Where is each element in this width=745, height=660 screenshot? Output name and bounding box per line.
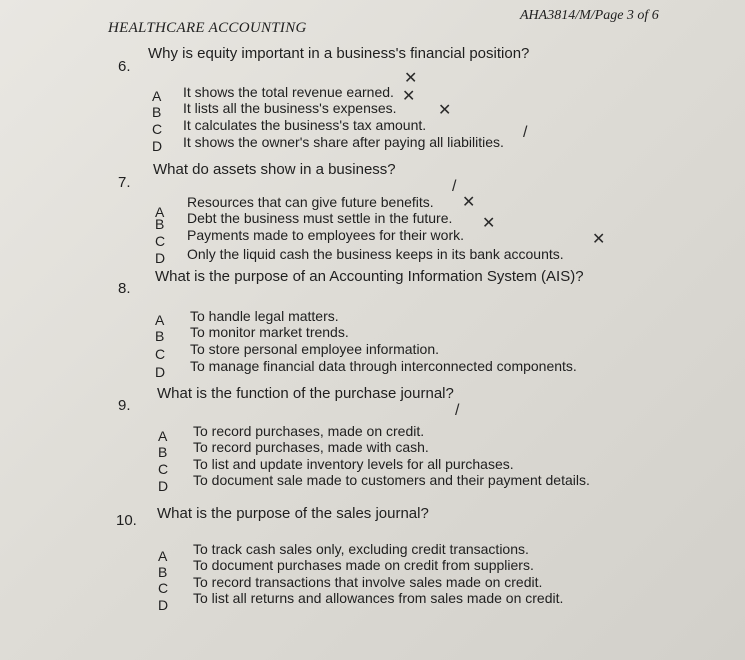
- option-letter: B: [155, 216, 165, 232]
- option-letter: A: [155, 312, 165, 328]
- option-letter: B: [155, 328, 165, 344]
- option-text: It shows the owner's share after paying all liabilities.: [183, 134, 504, 150]
- option-letter: C: [155, 346, 166, 362]
- question-number: 9.: [118, 397, 131, 414]
- option-letter: C: [158, 461, 169, 477]
- option-letter: B: [158, 564, 168, 580]
- course-title: HEALTHCARE ACCOUNTING: [108, 20, 307, 36]
- option-letter: C: [155, 233, 166, 249]
- question-text: What is the function of the purchase journal?: [157, 385, 454, 402]
- cross-mark: ✕: [402, 88, 416, 105]
- question-number: 6.: [118, 58, 131, 75]
- option-text: Only the liquid cash the business keeps in its bank accounts.: [187, 246, 564, 262]
- option-text: Resources that can give future benefits.: [187, 194, 434, 210]
- option-letter: B: [152, 104, 162, 120]
- option-letter: D: [158, 597, 169, 613]
- option-letter: A: [155, 204, 165, 220]
- option-text: To list and update inventory levels for all purchases.: [193, 456, 514, 472]
- option-text: It lists all the business's expenses.: [183, 100, 397, 116]
- question-number: 8.: [118, 280, 131, 297]
- cross-mark: ✕: [482, 215, 496, 232]
- cross-mark: ✕: [438, 102, 452, 119]
- option-text: To monitor market trends.: [190, 324, 349, 340]
- option-text: To track cash sales only, excluding credit transactions.: [193, 541, 529, 557]
- question-text: What is the purpose of an Accounting Information System (AIS)?: [155, 268, 584, 285]
- option-text: Payments made to employees for their work.: [187, 227, 465, 243]
- option-letter: C: [158, 580, 169, 596]
- option-letter: B: [158, 444, 168, 460]
- option-text: To store personal employee information.: [190, 341, 440, 357]
- question-text: Why is equity important in a business's financial position?: [148, 45, 530, 62]
- option-text: To list all returns and allowances from sales made on credit.: [193, 590, 564, 606]
- option-letter: C: [152, 121, 163, 137]
- option-text: To record purchases, made on credit.: [193, 423, 425, 439]
- page-reference: AHA3814/M/Page 3 of 6: [520, 8, 659, 23]
- question-text: What do assets show in a business?: [153, 161, 396, 178]
- cross-mark: ✕: [404, 70, 418, 87]
- option-text: To record transactions that involve sales made on credit.: [193, 574, 543, 590]
- option-text: Debt the business must settle in the future.: [187, 210, 453, 226]
- cross-mark: ✕: [592, 231, 606, 248]
- option-text: To document purchases made on credit from suppliers.: [193, 557, 534, 573]
- option-letter: A: [152, 88, 162, 104]
- option-text: It calculates the business's tax amount.: [183, 117, 427, 133]
- option-text: To record purchases, made with cash.: [193, 439, 429, 455]
- question-text: What is the purpose of the sales journal?: [157, 505, 429, 522]
- option-text: To manage financial data through interconnected components.: [190, 358, 577, 374]
- option-letter: D: [155, 364, 166, 380]
- tick-mark: /: [455, 402, 460, 419]
- tick-mark: /: [523, 124, 528, 141]
- option-letter: D: [158, 478, 169, 494]
- option-letter: D: [155, 250, 166, 266]
- option-letter: A: [158, 428, 168, 444]
- tick-mark: /: [452, 178, 457, 195]
- option-letter: A: [158, 548, 168, 564]
- option-letter: D: [152, 138, 163, 154]
- option-text: It shows the total revenue earned.: [183, 84, 394, 100]
- question-number: 10.: [116, 512, 137, 529]
- option-text: To document sale made to customers and their payment details.: [193, 472, 590, 488]
- question-number: 7.: [118, 174, 131, 191]
- cross-mark: ✕: [462, 194, 476, 211]
- option-text: To handle legal matters.: [190, 308, 339, 324]
